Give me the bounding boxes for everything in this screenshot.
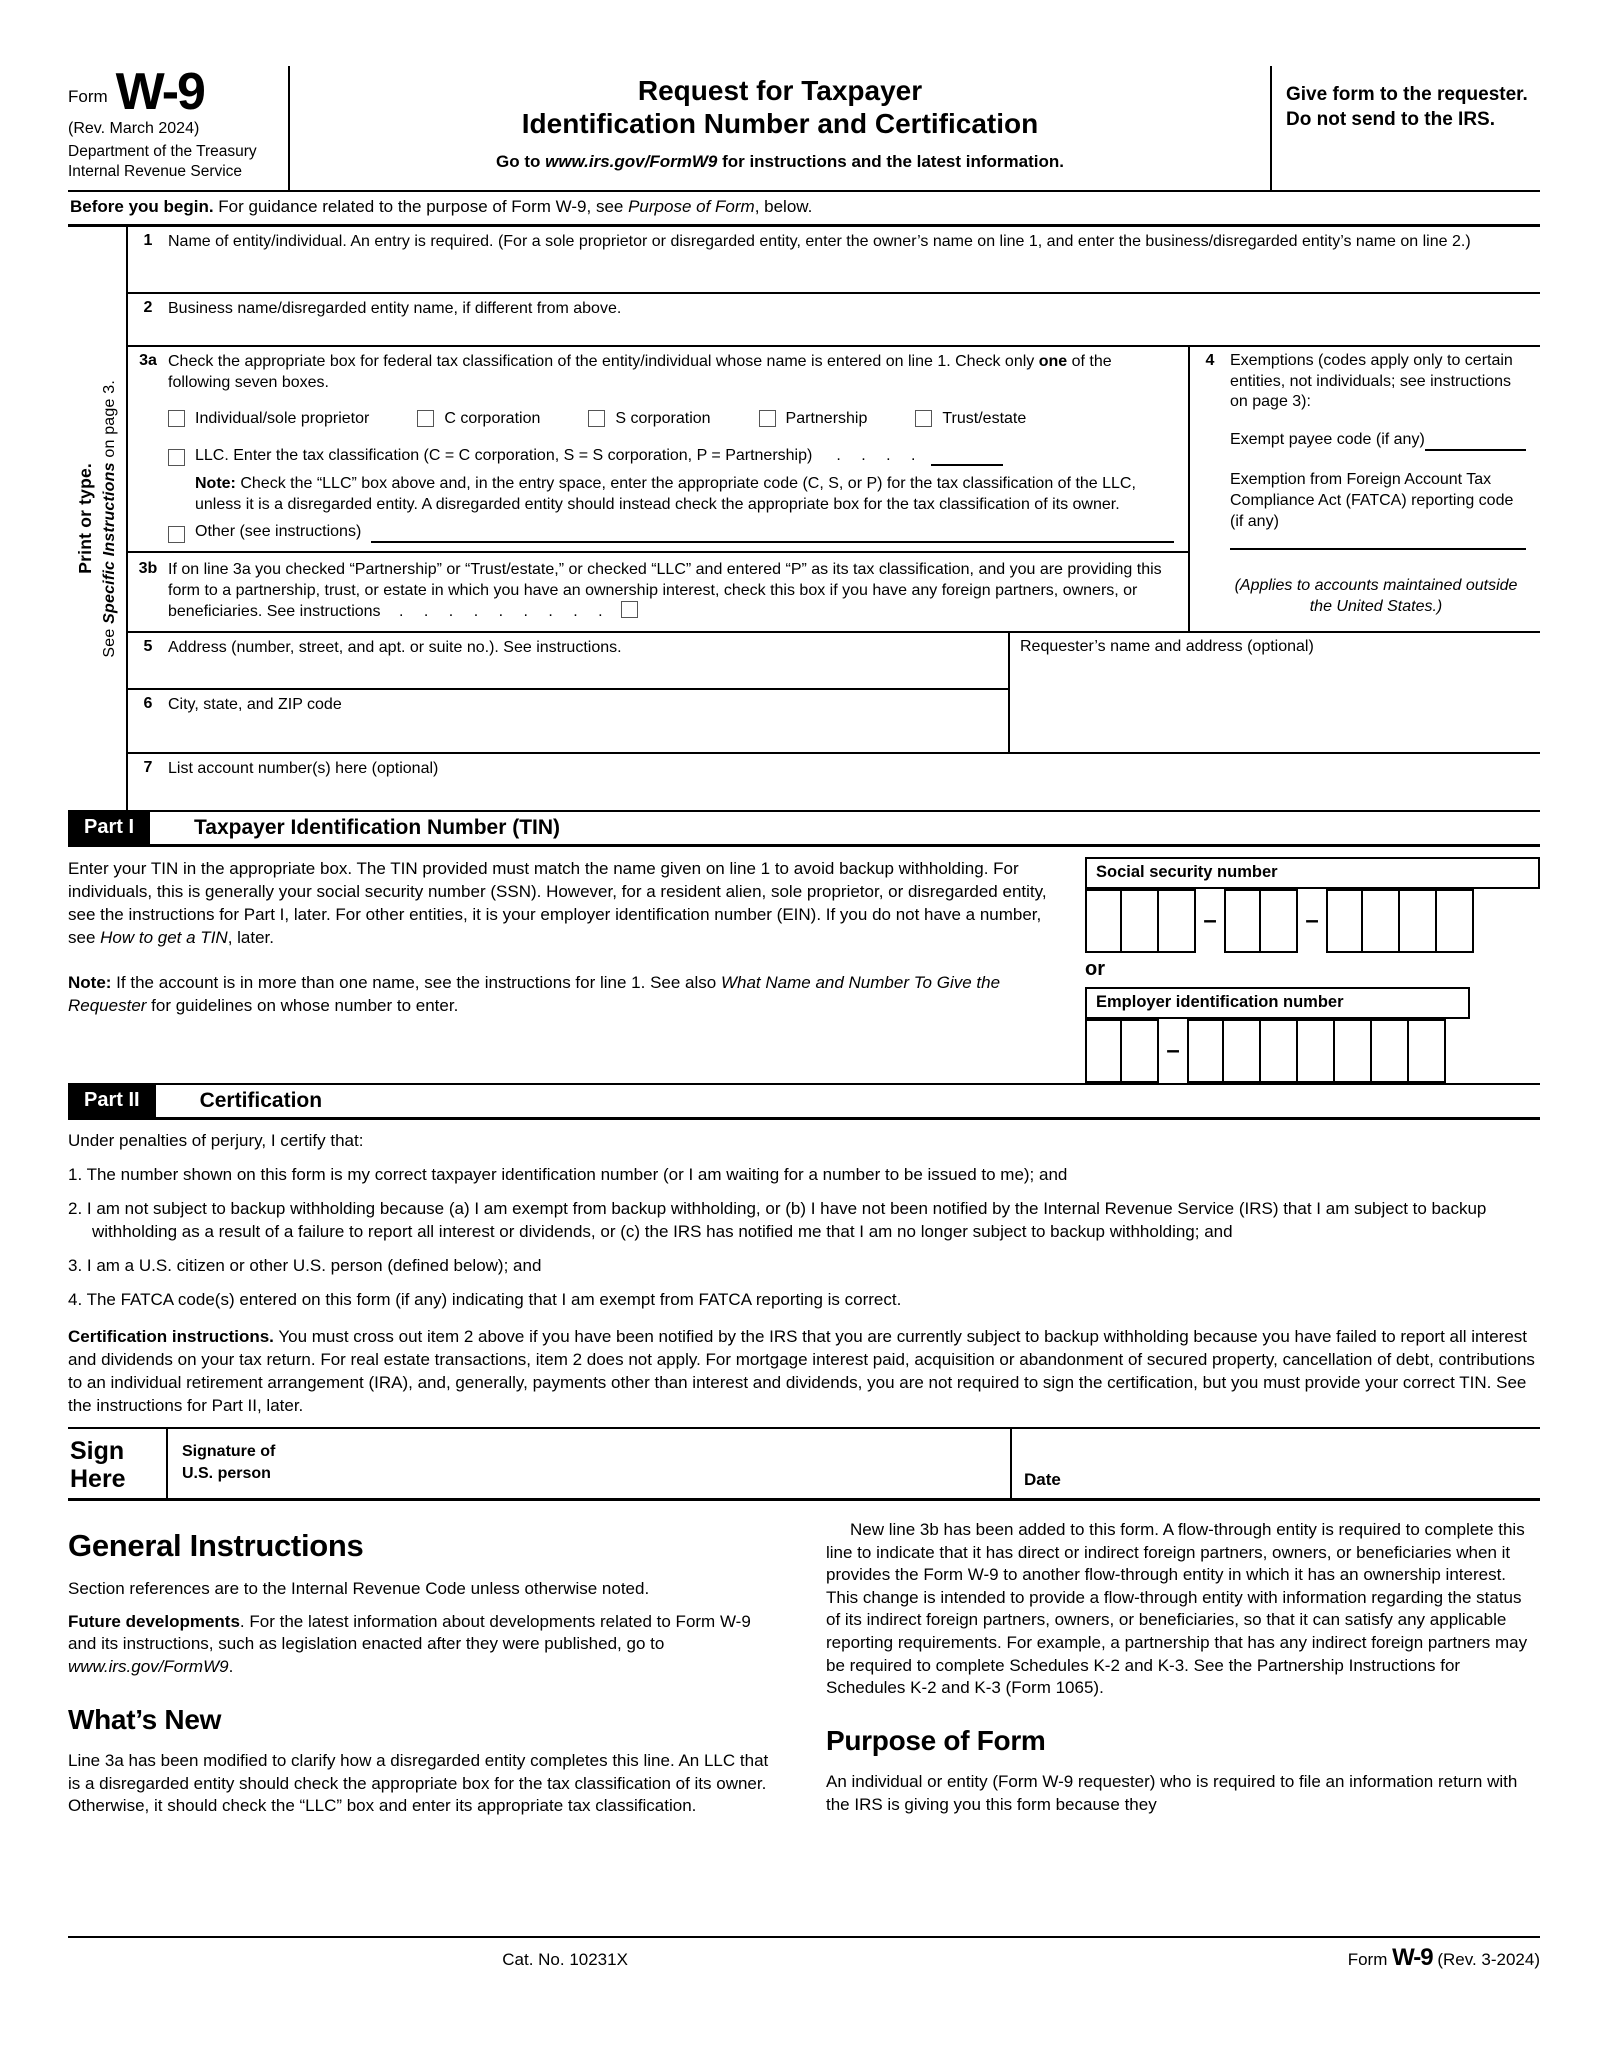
- line1-label: Name of entity/individual. An entry is required. (For a sole proprietor or disregarded entity, enter the owner’s name on line 1, and enter the business/disregarded entity’s name on line 2.): [168, 232, 1471, 250]
- future-developments-paragraph: Future developments. For the latest information about developments related to Form W-9 and its instructions, such as legislation enacted after they were published, go to www.irs.gov/FormW9.: [68, 1611, 751, 1677]
- sign-here-section: [68, 1427, 1540, 1501]
- ein-label: Employer identification number: [1085, 987, 1470, 1019]
- applies-note: (Applies to accounts maintained outside the United States.): [1234, 577, 1518, 616]
- form-word: Form: [68, 86, 108, 106]
- option-trust-estate: Trust/estate: [915, 408, 1026, 429]
- line6-number: 6: [143, 694, 153, 712]
- give-form-text: Give form to the requester. Do not send to the IRS.: [1286, 84, 1528, 131]
- line3a-tax-classification: [128, 347, 1188, 551]
- line3b-label: If on line 3a you checked “Partnership” or “Trust/estate,” or checked “LLC” and entered “P” as its tax classification, and you are providing this form to a partnership, trust, or estate in which you have an ownership interest, check this box if you have any foreign partners, owners, or beneficiaries. See instructions: [168, 560, 1162, 621]
- ein-digit-cell[interactable]: [1298, 1019, 1335, 1083]
- irs-url-inline: www.irs.gov/FormW9: [68, 1657, 229, 1677]
- line4-label: Exemptions (codes apply only to certain entities, not individuals; see instructions on page 3):: [1230, 351, 1513, 411]
- department-line: Department of the Treasury: [68, 142, 257, 160]
- part2-label: Part II: [68, 1085, 156, 1117]
- form-identity: [68, 63, 290, 190]
- line7-number: 7: [143, 758, 153, 776]
- certification-item-3: 3. I am a U.S. citizen or other U.S. person (defined below); and: [68, 1256, 542, 1276]
- line5-number: 5: [143, 637, 153, 655]
- ssn-digit-cell[interactable]: [1122, 889, 1159, 953]
- ssn-digit-cell[interactable]: [1363, 889, 1400, 953]
- agency-line: Internal Revenue Service: [68, 162, 243, 180]
- option-individual: Individual/sole proprietor: [168, 408, 369, 429]
- llc-dot-leader: . . . .: [836, 447, 916, 465]
- ein-digit-cell[interactable]: [1261, 1019, 1298, 1083]
- line6-city-state-zip-field[interactable]: [128, 690, 1008, 752]
- ssn-digit-cell[interactable]: [1400, 889, 1437, 953]
- line3a-label: Check the appropriate box for federal tax classification of the entity/individual whose name is entered on line 1. Check only one of the following seven boxes.: [168, 352, 1112, 391]
- ein-digit-cell[interactable]: [1335, 1019, 1372, 1083]
- ssn-digit-cell[interactable]: [1437, 889, 1474, 953]
- print-or-type-label: Print or type.: [75, 463, 95, 574]
- part1-header: [68, 812, 1540, 847]
- ssn-dash: –: [1203, 906, 1217, 934]
- form-header: [68, 63, 1540, 192]
- ssn-digit-cell[interactable]: [1224, 889, 1261, 953]
- certification-intro: Under penalties of perjury, I certify that:: [68, 1130, 364, 1150]
- individual-checkbox[interactable]: [168, 410, 185, 427]
- ssn-input-boxes: [1085, 889, 1540, 953]
- llc-code-entry[interactable]: [931, 448, 1003, 466]
- or-label: or: [1085, 957, 1105, 980]
- requester-label: Requester’s name and address (optional): [1020, 637, 1314, 655]
- revision-date: (Rev. March 2024): [68, 119, 200, 137]
- ein-input-boxes: [1085, 1019, 1540, 1083]
- ein-dash: –: [1166, 1036, 1180, 1064]
- form-title-block: [290, 66, 1270, 190]
- part2-body: [68, 1120, 1540, 1427]
- other-entry[interactable]: [371, 525, 1174, 543]
- other-checkbox[interactable]: [168, 526, 185, 543]
- part1-body: [68, 847, 1540, 1085]
- requester-name-address-field[interactable]: [1010, 633, 1540, 752]
- instructions-section: [68, 1501, 1540, 1828]
- trust-estate-checkbox[interactable]: [915, 410, 932, 427]
- page-footer: [68, 1936, 1540, 1980]
- give-form-box: [1270, 66, 1540, 190]
- certification-item-4: 4. The FATCA code(s) entered on this form (if any) indicating that I am exempt from FATCA reporting is correct.: [68, 1290, 902, 1310]
- ein-digit-cell[interactable]: [1372, 1019, 1409, 1083]
- line3b-number: 3b: [138, 559, 158, 577]
- option-llc: [168, 445, 1178, 466]
- part2-header: [68, 1085, 1540, 1120]
- part1-title: Taxpayer Identification Number (TIN): [194, 815, 561, 839]
- ssn-digit-cell[interactable]: [1326, 889, 1363, 953]
- ssn-digit-cell[interactable]: [1159, 889, 1196, 953]
- form-fields-section: [68, 227, 1540, 812]
- date-field[interactable]: [1010, 1429, 1540, 1498]
- line4-exemptions: [1190, 347, 1540, 631]
- purpose-of-form-paragraph: An individual or entity (Form W-9 requester) who is required to file an information return with the IRS is giving you this form because they: [826, 1772, 1518, 1814]
- certification-instructions: Certification instructions. You must cross out item 2 above if you have been notified by the IRS that you are currently subject to backup withholding because you have failed to report all interest and dividends on your tax return. For real estate transactions, item 2 does not apply. For mortgage interest paid, acquisition or abandonment of secured property, cancellation of debt, contributions to an individual retirement arrangement (IRA), and, generally, payments other than interest and dividends, you are not required to sign the certification, but you must provide your correct TIN. See the instructions for Part II, later.: [68, 1326, 1535, 1415]
- foreign-partners-checkbox[interactable]: [621, 601, 638, 618]
- line1-name-field[interactable]: [128, 227, 1540, 294]
- whats-new-paragraph: Line 3a has been modified to clarify how a disregarded entity completes this line. An LLC that is a disregarded entity should check the appropriate box for the tax classification of its owner. Otherwise, it should check the “LLC” box and enter its appropriate tax classification.: [68, 1750, 769, 1816]
- section-references-paragraph: Section references are to the Internal Revenue Code unless otherwise noted.: [68, 1579, 650, 1599]
- ein-digit-cell[interactable]: [1085, 1019, 1122, 1083]
- instructions-left-column: [68, 1517, 782, 1828]
- part1-label: Part I: [68, 812, 150, 844]
- line2-number: 2: [143, 298, 153, 316]
- general-instructions-heading: General Instructions: [68, 1528, 364, 1563]
- ein-digit-cell[interactable]: [1224, 1019, 1261, 1083]
- c-corporation-checkbox[interactable]: [417, 410, 434, 427]
- footer-form-reference: Form W-9 (Rev. 3-2024): [1347, 1944, 1540, 1971]
- fatca-row: Exemption from Foreign Account Tax Compliance Act (FATCA) reporting code (if any): [1230, 470, 1530, 550]
- ein-digit-cell[interactable]: [1409, 1019, 1446, 1083]
- llc-label: LLC. Enter the tax classification (C = C corporation, S = S corporation, P = Partnership): [195, 447, 813, 465]
- option-other: [168, 521, 1178, 542]
- tin-instructions: Enter your TIN in the appropriate box. The TIN provided must match the name given on line 1 to avoid backup withholding. For individuals, this is generally your social security number (SSN). However, for a resident alien, sole proprietor, or disregarded entity, see the instructions for Part I, later. For other entities, it is your employer identification number (EIN). If you do not have a number, see How to get a TIN, later.: [68, 858, 1047, 948]
- certification-item-1: 1. The number shown on this form is my correct taxpayer identification number (or I am waiting for a number to be issued to me); and: [68, 1165, 1068, 1185]
- goto-instruction: Go to www.irs.gov/FormW9 for instructions and the latest information.: [496, 152, 1064, 172]
- ssn-dash: –: [1305, 906, 1319, 934]
- sign-here-label: Sign Here: [70, 1437, 126, 1493]
- signature-label: Signature of U.S. person: [182, 1443, 276, 1482]
- date-label: Date: [1024, 1470, 1061, 1489]
- line4-number: 4: [1205, 351, 1215, 369]
- option-s-corporation: S corporation: [588, 408, 710, 429]
- whats-new-heading: What’s New: [68, 1703, 222, 1735]
- line5-address-field[interactable]: [128, 633, 1008, 690]
- line7-label: List account number(s) here (optional): [168, 759, 439, 777]
- specific-instructions-label: See Specific Instructions on page 3.: [101, 379, 118, 658]
- tin-note: Note: If the account is in more than one name, see the instructions for line 1. See also What Name and Number To Give the Requester for guidelines on whose number to enter.: [68, 973, 1001, 1016]
- llc-checkbox[interactable]: [168, 449, 185, 466]
- line2-business-name-field[interactable]: [128, 294, 1540, 347]
- other-label: Other (see instructions): [195, 523, 362, 541]
- llc-note: Note: Check the “LLC” box above and, in the entry space, enter the appropriate code (C, S, or P) for the tax classification of the LLC, unless it is a disregarded entity. A disregarded entity should instead check the appropriate box for the tax classification of its owner.: [195, 475, 1136, 514]
- option-partnership: Partnership: [759, 408, 868, 429]
- catalog-number: Cat. No. 10231X: [502, 1950, 628, 1969]
- ssn-digit-cell[interactable]: [1085, 889, 1122, 953]
- ein-digit-cell[interactable]: [1187, 1019, 1224, 1083]
- ein-digit-cell[interactable]: [1122, 1019, 1159, 1083]
- form-number: W-9: [115, 63, 204, 121]
- certification-item-2: 2. I am not subject to backup withholding because (a) I am exempt from backup withholding, or (b) I have not been notified by the Internal Revenue Service (IRS) that I am subject to backup withholding as a result of a failure to report all interest or dividends, or (c) the IRS has notified me that I am no longer subject to backup withholding; and: [68, 1199, 1487, 1242]
- line6-label: City, state, and ZIP code: [168, 695, 342, 713]
- purpose-of-form-heading: Purpose of Form: [826, 1724, 1046, 1756]
- new-line-3b-paragraph: New line 3b has been added to this form. A flow-through entity is required to complete this line to indicate that it has direct or indirect foreign partners, owners, or beneficiaries when it provides the Form W-9 to another flow-through entity in which it has an ownership interest. This change is intended to provide a flow-through entity with information regarding the status of its indirect foreign partners, owners, or beneficiaries, so that it can satisfy any applicable reporting requirements. For example, a partnership that has any indirect foreign partners may be required to complete Schedules K-2 and K-3. See the Partnership Instructions for Schedules K-2 and K-3 (Form 1065).: [826, 1520, 1528, 1698]
- line2-label: Business name/disregarded entity name, if different from above.: [168, 299, 622, 317]
- fatca-code-entry[interactable]: [1230, 532, 1526, 550]
- irs-url: www.irs.gov/FormW9: [545, 152, 718, 172]
- exempt-payee-row: Exempt payee code (if any): [1230, 430, 1530, 451]
- s-corporation-checkbox[interactable]: [588, 410, 605, 427]
- print-or-type-sidebar: [68, 227, 128, 810]
- line3b-dot-leader: . . . . . . . . .: [399, 603, 603, 621]
- form-title: Request for Taxpayer Identification Number and Certification: [521, 75, 1039, 140]
- exempt-payee-entry[interactable]: [1425, 433, 1526, 451]
- signature-field[interactable]: [168, 1429, 1010, 1498]
- ssn-label: Social security number: [1085, 857, 1540, 889]
- line1-number: 1: [143, 231, 153, 249]
- line3a-number: 3a: [139, 351, 157, 369]
- part2-title: Certification: [199, 1088, 323, 1112]
- line7-account-numbers-field[interactable]: [128, 754, 1540, 810]
- instructions-right-column: [826, 1517, 1540, 1828]
- partnership-checkbox[interactable]: [759, 410, 776, 427]
- ssn-digit-cell[interactable]: [1261, 889, 1298, 953]
- line3b-foreign-partners: [128, 551, 1188, 631]
- line5-label: Address (number, street, and apt. or suite no.). See instructions.: [168, 638, 622, 656]
- before-you-begin: Before you begin. For guidance related to the purpose of Form W-9, see Purpose of Form, below.: [68, 192, 1540, 227]
- option-c-corporation: C corporation: [417, 408, 540, 429]
